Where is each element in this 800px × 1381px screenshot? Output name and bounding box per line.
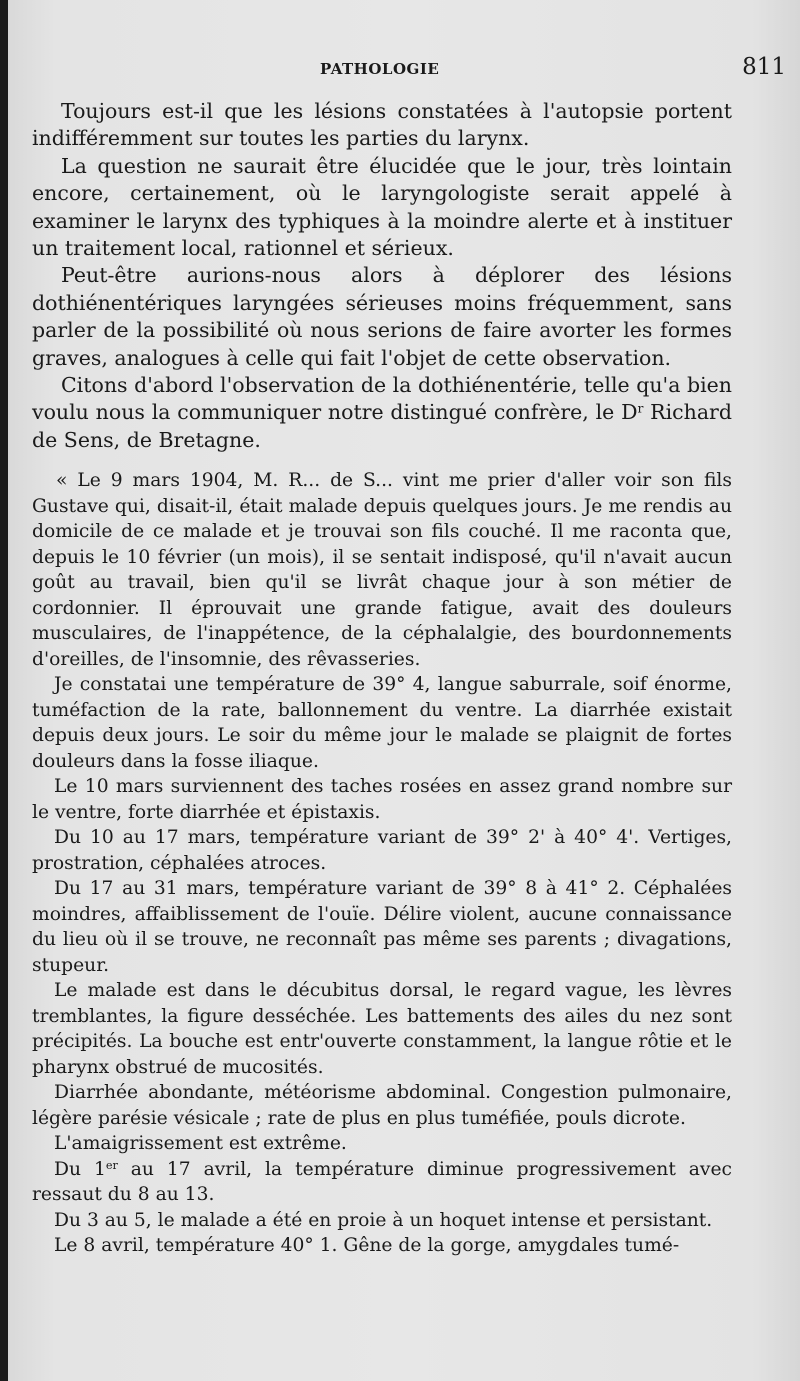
paragraph-text: Citons d'abord l'observation de la dothiénentérie, telle qu'a bien voulu nous la communiquer notre distingué confrère, le <box>32 373 732 425</box>
page-number: 811 <box>742 54 786 80</box>
observation-paragraph: Du 10 au 17 mars, température variant de 39° 2' à 40° 4'. Vertiges, prostration, céphalées atroces. <box>32 827 732 874</box>
observation-paragraph: L'amaigrissement est extrême. <box>54 1133 347 1155</box>
ordinal-number: 1 <box>93 1158 106 1180</box>
observation-paragraph: Je constatai une température de 39° 4, langue saburrale, soif énorme, tuméfaction de la rate, ballonnement du ventre. La diarrhée existait depuis deux jours. Le soir du même jour le malade se plaignit de fortes douleurs dans la fosse iliaque. <box>32 674 732 772</box>
observation-paragraph <box>32 1157 732 1208</box>
paragraph-text-continued: au 17 avril, la température diminue progressivement avec ressaut du 8 au 13. <box>32 1158 732 1206</box>
ordinal-superscript: er <box>105 1158 118 1172</box>
paragraph-text: Du <box>54 1158 94 1180</box>
observation-paragraph: Le malade est dans le décubitus dorsal, le regard vague, les lèvres tremblantes, la figure desséchée. Les battements des ailes du nez sont précipités. La bouche est entr'ouverte constamment, la langue rôtie et le pharynx obstrué de mucosités. <box>32 980 732 1078</box>
observation-paragraph: Le 8 avril, température 40° 1. Gêne de la gorge, amygdales tumé- <box>54 1235 680 1257</box>
paragraph: Toujours est-il que les lésions constatées à l'autopsie portent indifféremment sur toutes les parties du larynx. <box>32 99 732 151</box>
observation-paragraph: Du 17 au 31 mars, température variant de 39° 8 à 41° 2. Céphalées moindres, affaiblissement de l'ouïe. Délire violent, aucune connaissance du lieu où il se trouve, ne reconnaît pas même ses parents ; divagations, stupeur. <box>32 878 732 976</box>
commentary-section <box>32 98 732 454</box>
case-observation <box>32 468 732 1259</box>
page-body <box>32 98 732 1259</box>
observation-paragraph: Diarrhée abondante, météorisme abdominal. Congestion pulmonaire, légère parésie vésicale ; rate de plus en plus tuméfiée, pouls dicrote. <box>32 1082 732 1129</box>
doctor-title: D <box>621 400 638 425</box>
paragraph <box>32 372 732 454</box>
book-page <box>8 0 800 1381</box>
observation-paragraph: « Le 9 mars 1904, M. R... de S... vint me prier d'aller voir son fils Gustave qui, disait-il, était malade depuis quelques jours. Je me rendis au domicile de ce malade et je trouvai son fils couché. Il me raconta que, depuis le 10 février (un mois), il se sentait indisposé, qu'il n'avait aucun goût au travail, bien qu'il se livrât chaque jour à son métier de cordonnier. Il éprouvait une grande fatigue, avait des douleurs musculaires, de l'inappétence, de la céphalalgie, des bourdonnements d'oreilles, de l'insomnie, des rêvasseries. <box>32 470 732 670</box>
doctor-title-superscript: r <box>637 401 644 416</box>
page-header <box>8 52 800 82</box>
paragraph: La question ne saurait être élucidée que le jour, très lointain encore, certainement, où le laryngologiste serait appelé à examiner le larynx des typhiques à la moindre alerte et à instituer un traitement local, rationnel et sérieux. <box>32 153 732 261</box>
paragraph: Peut-être aurions-nous alors à déplorer des lésions dothiénentériques laryngées sérieuses moins fréquemment, sans parler de la possibilité où nous serions de faire avorter les formes graves, analogues à celle qui fait l'objet de cette observation. <box>32 263 732 370</box>
paragraph-text-continued: Richard de Sens, de Bretagne. <box>32 400 732 452</box>
observation-paragraph: Le 10 mars surviennent des taches rosées en assez grand nombre sur le ventre, forte diarrhée et épistaxis. <box>32 776 732 823</box>
running-title: PATHOLOGIE <box>320 60 440 78</box>
observation-paragraph: Du 3 au 5, le malade a été en proie à un hoquet intense et persistant. <box>54 1209 713 1231</box>
